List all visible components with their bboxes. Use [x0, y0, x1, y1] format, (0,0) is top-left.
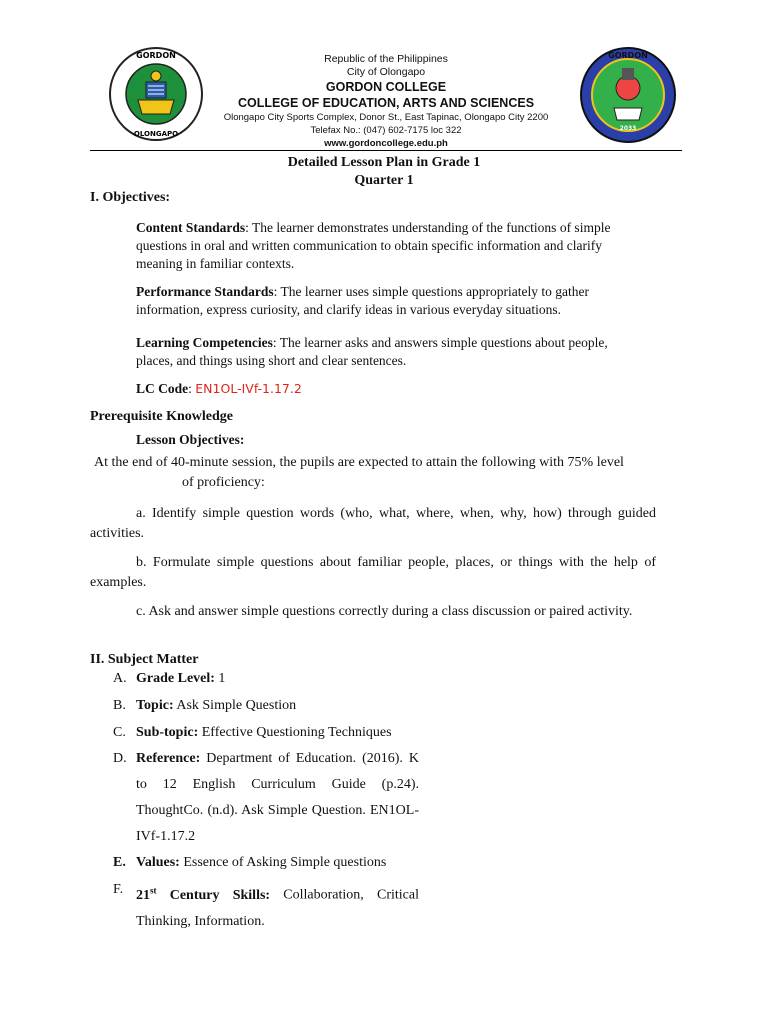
grade-level-value: 1	[214, 671, 226, 686]
svg-text:2033: 2033	[619, 125, 637, 132]
content-standards-text: : The learner demonstrates understanding of the functions of simple questions in oral and written communication to obtain specific information and clarify meaning in familiar contexts.	[136, 220, 611, 271]
subtopic-label: Sub-topic:	[136, 725, 199, 740]
item-reference	[136, 746, 419, 850]
lc-code-sep: :	[188, 381, 196, 396]
lesson-plan-title: Detailed Lesson Plan in Grade 1	[287, 155, 481, 170]
item-e-letter: E.	[113, 855, 126, 870]
item-grade-level	[136, 666, 426, 692]
subject-matter-heading: II. Subject Matter	[90, 652, 199, 667]
topic-label: Topic:	[136, 698, 174, 713]
learning-competencies-label: Learning Competencies	[136, 335, 273, 350]
century-number: 21	[136, 887, 150, 903]
item-century-skills	[136, 877, 419, 935]
objectives-intro-line2: of proficiency:	[182, 475, 265, 490]
subtopic-value: Effective Questioning Techniques	[198, 725, 392, 740]
svg-text:GORDON: GORDON	[608, 51, 648, 60]
gordon-college-logo-left	[108, 44, 204, 144]
lc-code-label: LC Code	[136, 381, 189, 396]
quarter-title: Quarter 1	[354, 173, 414, 188]
century-skills-label	[136, 885, 271, 903]
performance-standards	[136, 283, 626, 319]
letterhead	[0, 0, 768, 150]
item-values	[136, 850, 436, 876]
item-topic	[136, 693, 426, 719]
city-line: City of Olongapo	[346, 66, 426, 78]
svg-text:GORDON: GORDON	[136, 51, 176, 60]
lc-code-value: EN1OL-IVf-1.17.2	[195, 381, 302, 396]
objectives-heading: I. Objectives:	[90, 190, 171, 205]
telefax-line: Telefax No.: (047) 602-7175 loc 322	[310, 125, 462, 136]
website-link[interactable]: www.gordoncollege.edu.ph	[324, 138, 448, 149]
item-a-letter: A.	[113, 671, 127, 686]
performance-standards-text: : The learner uses simple questions appropriately to gather information, express curiosity, and clarify ideas in various everyday situations.	[136, 284, 590, 317]
content-standards	[136, 219, 632, 273]
lesson-objectives-heading: Lesson Objectives:	[136, 432, 245, 447]
learning-competencies-text: : The learner asks and answers simple questions about people, places, and things using short and clear sentences.	[136, 335, 608, 368]
school-name: GORDON COLLEGE	[325, 80, 447, 94]
item-b-letter: B.	[113, 698, 126, 713]
grade-level-label: Grade Level:	[136, 671, 215, 686]
values-value: Essence of Asking Simple questions	[179, 855, 387, 870]
reference-label: Reference:	[136, 751, 201, 766]
item-f-letter: F.	[113, 882, 124, 897]
prerequisite-heading: Prerequisite Knowledge	[90, 409, 233, 424]
learning-competencies	[136, 334, 632, 370]
values-label: Values:	[136, 855, 180, 870]
content-standards-label: Content Standards	[136, 220, 246, 235]
gordon-college-logo-right	[579, 46, 677, 144]
objective-a: a. Identify simple question words (who, what, where, when, why, how) through guided activities.	[90, 506, 656, 541]
college-name: COLLEGE OF EDUCATION, ARTS AND SCIENCES	[237, 96, 535, 110]
performance-standards-label: Performance Standards	[136, 284, 274, 299]
item-d-letter: D.	[113, 751, 127, 766]
letterhead-text	[205, 53, 567, 150]
item-c-letter: C.	[113, 725, 126, 740]
topic-value: Ask Simple Question	[173, 698, 297, 713]
lc-code-line	[136, 380, 632, 398]
objective-c: c. Ask and answer simple questions correctly during a class discussion or paired activity.	[136, 604, 633, 619]
republic-line: Republic of the Philippines	[324, 53, 448, 65]
century-suffix: st	[150, 885, 157, 895]
century-label-text: Century Skills:	[156, 887, 271, 903]
reference-value: Department of Education. (2016). K to 12 English Curriculum Guide (p.24). ThoughtCo. (n.d). Ask Simple Question. EN1OL-IVf-1.17.2	[136, 751, 419, 844]
address-line: Olongapo City Sports Complex, Donor St., East Tapinac, Olongapo City 2200	[223, 112, 549, 123]
objective-b: b. Formulate simple questions about familiar people, places, or things with the help of examples.	[90, 555, 656, 590]
header-divider	[90, 150, 682, 151]
item-subtopic	[136, 720, 436, 746]
svg-text:OLONGAPO: OLONGAPO	[133, 130, 179, 138]
century-skills-value: Collaboration, Critical Thinking, Information.	[136, 887, 419, 929]
objectives-intro-line1: At the end of 40-minute session, the pupils are expected to attain the following with 75% level	[94, 455, 624, 470]
